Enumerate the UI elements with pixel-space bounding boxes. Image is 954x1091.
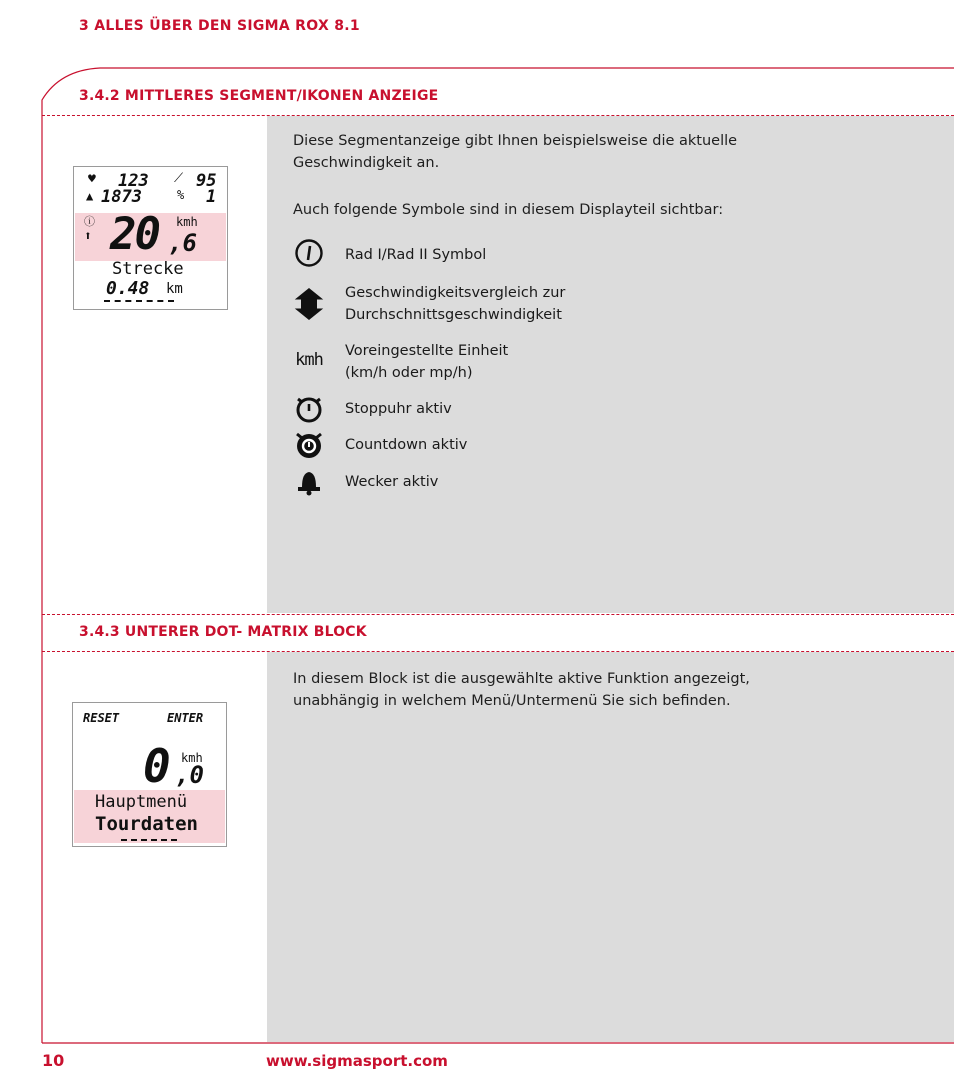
enter-label: ENTER [167,711,204,725]
lcd-function-label: Strecke [112,259,184,279]
lcd-unit: kmh [176,215,198,229]
lcd-menu-value: Tourdaten [95,813,198,835]
lcd-function-value: 0.48 [106,278,150,299]
section-title-lower: 3.4.3 UNTERER DOT- MATRIX BLOCK [79,624,367,640]
lcd-cadence: 95 [196,171,217,191]
lcd-heart-rate: 123 [118,171,149,191]
lcd-value-unit: km [166,281,183,297]
symbol-label: Geschwindigkeitsvergleich zur [345,285,566,301]
lower-text-line-2: unabhängig in welchem Menü/Untermenü Sie sich befinden. [293,693,731,709]
lower-text-line-1: In diesem Block ist die ausgewählte aktive Funktion angezeigt, [293,671,750,687]
heart-icon: ♥ [88,172,96,187]
lcd-menu-label: Hauptmenü [95,792,188,812]
divider [42,614,954,615]
symbol-row-stopwatch [293,394,452,424]
lcd-speed-decimal: ,6 [168,229,197,257]
symbols-intro: Auch folgende Symbole sind in diesem Displayteil sichtbar: [293,202,724,218]
symbol-label: Voreingestellte Einheit [345,343,509,359]
cadence-icon: ⟋ [174,171,184,186]
chapter-title: 3 ALLES ÜBER DEN SIGMA ROX 8.1 [79,18,360,34]
arrow-up-icon: ⬆ [84,229,92,244]
symbol-label: Durchschnittsgeschwindigkeit [345,307,562,323]
countdown-icon [293,430,325,460]
lcd-unit: kmh [181,751,203,765]
lcd-speed: 0 [143,739,171,793]
symbol-label: (km/h oder mp/h) [345,365,473,381]
lcd-altitude: 1873 [101,187,142,207]
device-display-lower [72,702,227,847]
footer-url[interactable]: www.sigmasport.com [266,1052,448,1070]
lcd-gradient: 1 [206,187,217,207]
gradient-icon: % [177,188,185,202]
symbol-row-bike [293,238,487,268]
stopwatch-icon [293,394,325,424]
divider [42,651,954,652]
lcd-speed: 20 [110,209,159,260]
symbol-row-alarm [293,467,439,497]
bike-i-ii-icon [293,238,325,268]
symbol-row-unit [293,340,509,381]
intro-line-1: Diese Segmentanzeige gibt Ihnen beispielsweise die aktuelle [293,133,738,149]
lcd-page-indicator [104,300,174,302]
reset-label: RESET [83,711,120,725]
lcd-page-indicator [121,839,177,841]
lcd-speed-decimal: ,0 [175,761,204,789]
unit-kmh-icon: kmh [295,350,323,370]
divider [42,115,954,116]
page-number: 10 [42,1051,65,1070]
intro-line-2: Geschwindigkeit an. [293,155,440,171]
section-title-middle: 3.4.2 MITTLERES SEGMENT/IKONEN ANZEIGE [79,88,439,104]
bike-i-icon: ⓘ [84,215,95,228]
symbol-label: Rad I/Rad II Symbol [345,247,487,263]
symbol-row-countdown [293,430,468,460]
symbol-label: Wecker aktiv [345,474,439,490]
symbol-label: Stoppuhr aktiv [345,401,452,417]
symbol-row-speed-compare [293,285,566,323]
alarm-bell-icon [293,467,325,497]
device-display-middle [73,166,228,310]
speed-compare-icon [293,285,325,323]
symbol-label: Countdown aktiv [345,437,468,453]
altitude-icon: ▲ [86,189,94,203]
